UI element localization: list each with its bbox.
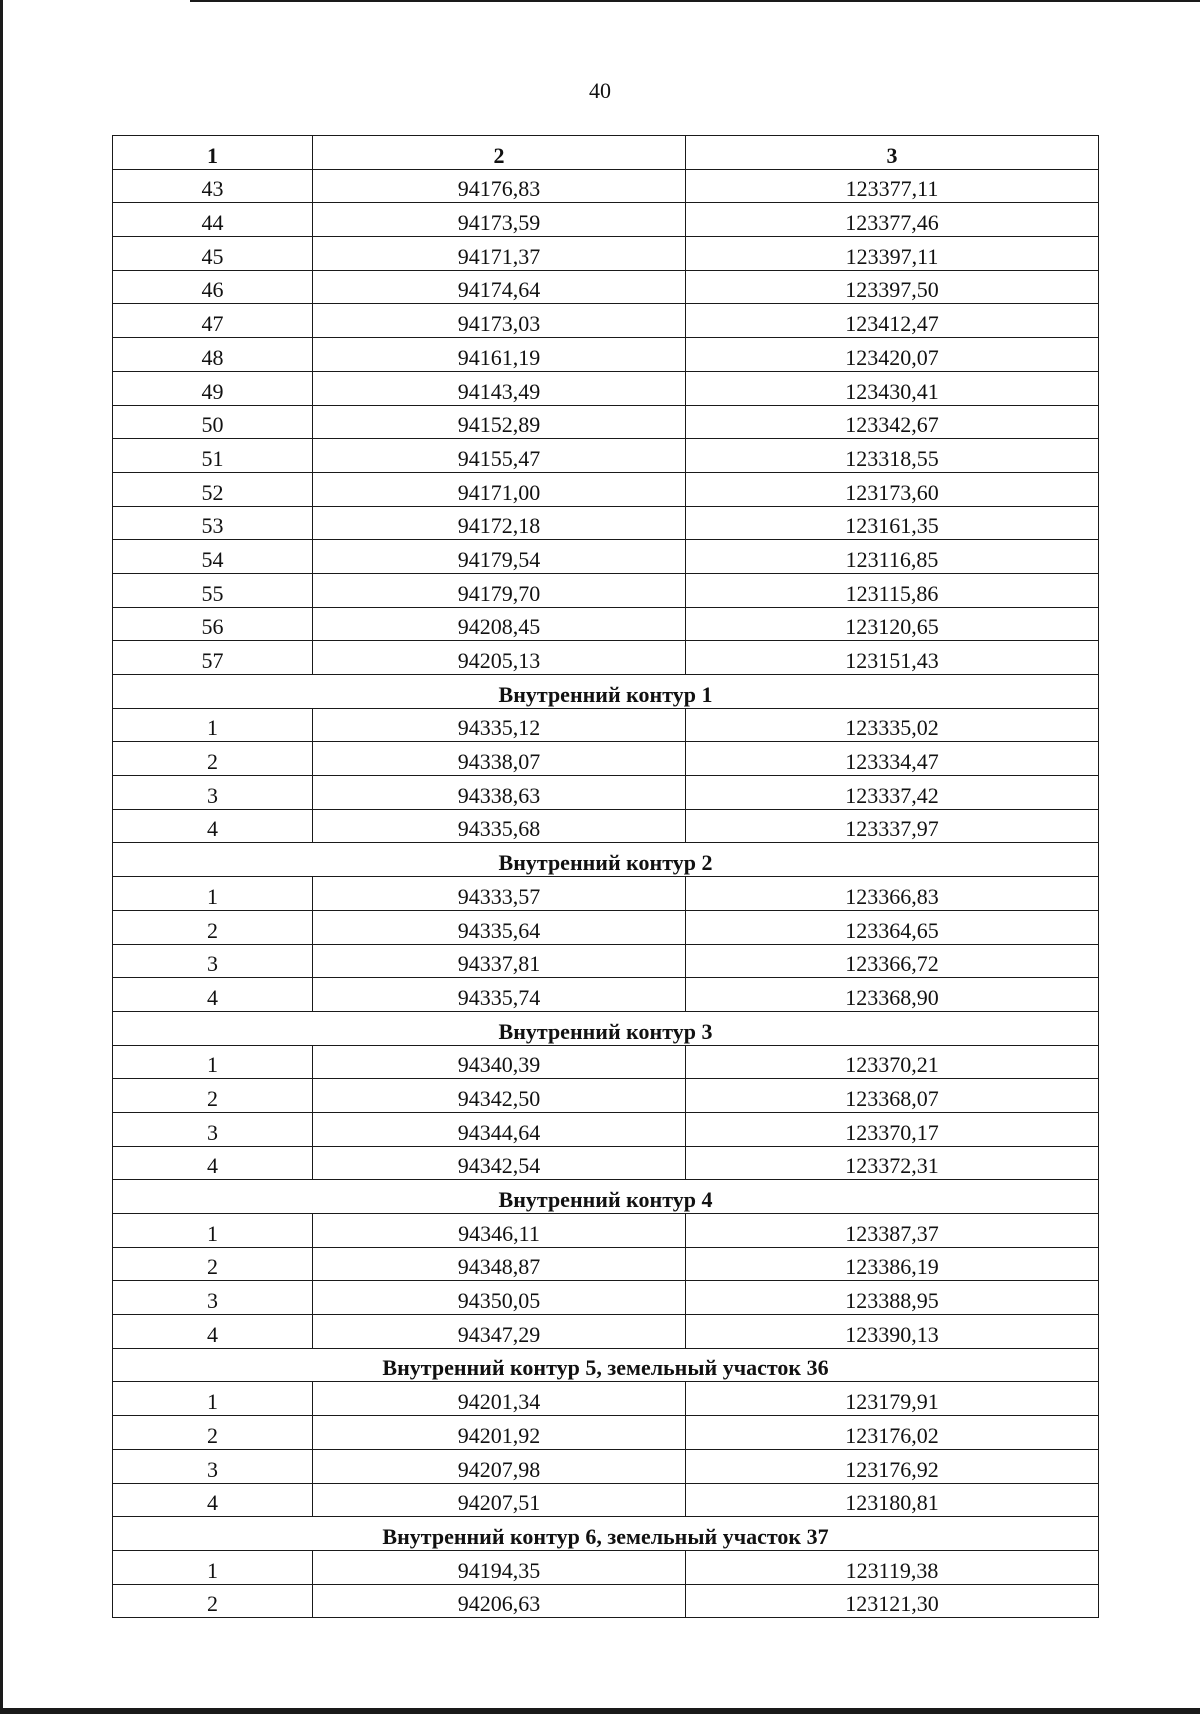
coordinate-y-cell: 123364,65 — [686, 910, 1099, 944]
section-title: Внутренний контур 4 — [113, 1180, 1099, 1214]
coordinate-y-cell: 123368,07 — [686, 1079, 1099, 1113]
point-number-cell: 1 — [113, 1045, 313, 1079]
point-number-cell: 51 — [113, 439, 313, 473]
coordinate-x-cell: 94194,35 — [313, 1550, 686, 1584]
table-header — [113, 136, 1099, 170]
scan-border-left — [0, 0, 3, 1714]
coordinate-x-cell: 94201,92 — [313, 1416, 686, 1450]
coordinate-y-cell: 123121,30 — [686, 1584, 1099, 1618]
point-number-cell: 43 — [113, 169, 313, 203]
coordinate-y-cell: 123370,17 — [686, 1112, 1099, 1146]
section-title: Внутренний контур 1 — [113, 675, 1099, 709]
point-number-cell: 46 — [113, 270, 313, 304]
coordinate-x-cell: 94171,37 — [313, 237, 686, 271]
point-number-cell: 1 — [113, 877, 313, 911]
coordinate-y-cell: 123387,37 — [686, 1214, 1099, 1248]
coordinate-x-cell: 94342,50 — [313, 1079, 686, 1113]
coordinate-y-cell: 123372,31 — [686, 1146, 1099, 1180]
coordinate-x-cell: 94173,59 — [313, 203, 686, 237]
point-number-cell: 45 — [113, 237, 313, 271]
coordinate-x-cell: 94207,98 — [313, 1449, 686, 1483]
table-row — [113, 1449, 1099, 1483]
coordinate-x-cell: 94335,74 — [313, 978, 686, 1012]
coordinate-x-cell: 94172,18 — [313, 506, 686, 540]
coordinate-x-cell: 94174,64 — [313, 270, 686, 304]
table-row — [113, 472, 1099, 506]
table-row — [113, 338, 1099, 372]
coordinate-y-cell: 123335,02 — [686, 708, 1099, 742]
coordinate-y-cell: 123370,21 — [686, 1045, 1099, 1079]
table-row — [113, 742, 1099, 776]
point-number-cell: 1 — [113, 1214, 313, 1248]
table-row — [113, 237, 1099, 271]
header-cell-point: 1 — [113, 136, 313, 170]
coordinate-x-cell: 94201,34 — [313, 1382, 686, 1416]
point-number-cell: 57 — [113, 641, 313, 675]
table-row — [113, 1079, 1099, 1113]
coordinate-y-cell: 123397,11 — [686, 237, 1099, 271]
point-number-cell: 2 — [113, 1584, 313, 1618]
coordinate-y-cell: 123116,85 — [686, 540, 1099, 574]
header-cell-y: 3 — [686, 136, 1099, 170]
point-number-cell: 3 — [113, 1281, 313, 1315]
table-row — [113, 1315, 1099, 1349]
coordinate-y-cell: 123334,47 — [686, 742, 1099, 776]
section-title: Внутренний контур 3 — [113, 1011, 1099, 1045]
point-number-cell: 2 — [113, 1079, 313, 1113]
coordinate-y-cell: 123318,55 — [686, 439, 1099, 473]
table-row — [113, 1045, 1099, 1079]
coordinates-table — [112, 135, 1099, 1618]
coordinate-x-cell: 94207,51 — [313, 1483, 686, 1517]
point-number-cell: 2 — [113, 910, 313, 944]
coordinate-x-cell: 94348,87 — [313, 1247, 686, 1281]
point-number-cell: 53 — [113, 506, 313, 540]
point-number-cell: 56 — [113, 607, 313, 641]
coordinate-x-cell: 94338,63 — [313, 776, 686, 810]
point-number-cell: 47 — [113, 304, 313, 338]
coordinate-y-cell: 123420,07 — [686, 338, 1099, 372]
table-row — [113, 1483, 1099, 1517]
section-title: Внутренний контур 2 — [113, 843, 1099, 877]
point-number-cell: 49 — [113, 371, 313, 405]
point-number-cell: 2 — [113, 1247, 313, 1281]
coordinate-y-cell: 123366,72 — [686, 944, 1099, 978]
coordinate-x-cell: 94179,54 — [313, 540, 686, 574]
coordinate-y-cell: 123337,97 — [686, 809, 1099, 843]
coordinate-y-cell: 123412,47 — [686, 304, 1099, 338]
table-row — [113, 304, 1099, 338]
table-row — [113, 439, 1099, 473]
coordinate-x-cell: 94179,70 — [313, 573, 686, 607]
coordinate-x-cell: 94173,03 — [313, 304, 686, 338]
coordinate-x-cell: 94205,13 — [313, 641, 686, 675]
table-row — [113, 1550, 1099, 1584]
coordinate-x-cell: 94335,64 — [313, 910, 686, 944]
point-number-cell: 2 — [113, 1416, 313, 1450]
coordinate-y-cell: 123386,19 — [686, 1247, 1099, 1281]
point-number-cell: 1 — [113, 1550, 313, 1584]
coordinate-x-cell: 94335,12 — [313, 708, 686, 742]
table-body — [113, 169, 1099, 1618]
coordinate-y-cell: 123377,46 — [686, 203, 1099, 237]
coordinate-x-cell: 94155,47 — [313, 439, 686, 473]
point-number-cell: 44 — [113, 203, 313, 237]
table-row — [113, 203, 1099, 237]
point-number-cell: 3 — [113, 776, 313, 810]
coordinate-x-cell: 94171,00 — [313, 472, 686, 506]
coordinate-y-cell: 123366,83 — [686, 877, 1099, 911]
header-row — [113, 136, 1099, 170]
section-row — [113, 1180, 1099, 1214]
table-row — [113, 708, 1099, 742]
table-row — [113, 1584, 1099, 1618]
table-row — [113, 1416, 1099, 1450]
table-row — [113, 270, 1099, 304]
point-number-cell: 4 — [113, 1315, 313, 1349]
point-number-cell: 48 — [113, 338, 313, 372]
table-row — [113, 910, 1099, 944]
table-row — [113, 169, 1099, 203]
table-row — [113, 607, 1099, 641]
section-row — [113, 675, 1099, 709]
table-row — [113, 1247, 1099, 1281]
coordinate-x-cell: 94335,68 — [313, 809, 686, 843]
coordinate-x-cell: 94333,57 — [313, 877, 686, 911]
table-row — [113, 978, 1099, 1012]
section-row — [113, 1348, 1099, 1382]
point-number-cell: 4 — [113, 809, 313, 843]
point-number-cell: 50 — [113, 405, 313, 439]
table-row — [113, 573, 1099, 607]
coordinate-y-cell: 123119,38 — [686, 1550, 1099, 1584]
point-number-cell: 55 — [113, 573, 313, 607]
point-number-cell: 1 — [113, 1382, 313, 1416]
coordinate-x-cell: 94208,45 — [313, 607, 686, 641]
coordinate-y-cell: 123337,42 — [686, 776, 1099, 810]
coordinate-x-cell: 94206,63 — [313, 1584, 686, 1618]
point-number-cell: 3 — [113, 944, 313, 978]
table-row — [113, 1214, 1099, 1248]
table-row — [113, 776, 1099, 810]
table-row — [113, 641, 1099, 675]
coordinate-y-cell: 123390,13 — [686, 1315, 1099, 1349]
coordinate-x-cell: 94347,29 — [313, 1315, 686, 1349]
section-row — [113, 843, 1099, 877]
coordinate-x-cell: 94152,89 — [313, 405, 686, 439]
table-row — [113, 944, 1099, 978]
table-row — [113, 1281, 1099, 1315]
coordinate-x-cell: 94346,11 — [313, 1214, 686, 1248]
coordinate-y-cell: 123388,95 — [686, 1281, 1099, 1315]
coordinate-y-cell: 123115,86 — [686, 573, 1099, 607]
point-number-cell: 52 — [113, 472, 313, 506]
coordinate-y-cell: 123176,92 — [686, 1449, 1099, 1483]
coordinate-y-cell: 123180,81 — [686, 1483, 1099, 1517]
scan-border-top — [190, 0, 1200, 2]
coordinate-x-cell: 94344,64 — [313, 1112, 686, 1146]
section-row — [113, 1011, 1099, 1045]
coordinate-y-cell: 123397,50 — [686, 270, 1099, 304]
table-row — [113, 1146, 1099, 1180]
coordinate-y-cell: 123173,60 — [686, 472, 1099, 506]
page-number: 40 — [589, 78, 611, 103]
section-row — [113, 1517, 1099, 1551]
table-row — [113, 809, 1099, 843]
coordinate-x-cell: 94176,83 — [313, 169, 686, 203]
coordinate-y-cell: 123179,91 — [686, 1382, 1099, 1416]
table-row — [113, 371, 1099, 405]
point-number-cell: 54 — [113, 540, 313, 574]
table-row — [113, 877, 1099, 911]
coordinate-x-cell: 94342,54 — [313, 1146, 686, 1180]
point-number-cell: 4 — [113, 1146, 313, 1180]
table-row — [113, 1382, 1099, 1416]
coordinate-y-cell: 123430,41 — [686, 371, 1099, 405]
point-number-cell: 3 — [113, 1449, 313, 1483]
point-number-cell: 4 — [113, 1483, 313, 1517]
point-number-cell: 3 — [113, 1112, 313, 1146]
point-number-cell: 4 — [113, 978, 313, 1012]
scan-border-bottom — [0, 1708, 1200, 1714]
table-row — [113, 540, 1099, 574]
section-title: Внутренний контур 6, земельный участок 37 — [113, 1517, 1099, 1551]
section-title: Внутренний контур 5, земельный участок 36 — [113, 1348, 1099, 1382]
coordinate-y-cell: 123176,02 — [686, 1416, 1099, 1450]
table-row — [113, 405, 1099, 439]
coordinate-y-cell: 123377,11 — [686, 169, 1099, 203]
coordinate-y-cell: 123120,65 — [686, 607, 1099, 641]
table-row — [113, 1112, 1099, 1146]
coordinate-x-cell: 94143,49 — [313, 371, 686, 405]
header-cell-x: 2 — [313, 136, 686, 170]
table-row — [113, 506, 1099, 540]
coordinate-x-cell: 94337,81 — [313, 944, 686, 978]
coordinate-x-cell: 94338,07 — [313, 742, 686, 776]
coordinate-x-cell: 94350,05 — [313, 1281, 686, 1315]
coordinate-x-cell: 94340,39 — [313, 1045, 686, 1079]
point-number-cell: 2 — [113, 742, 313, 776]
coordinate-y-cell: 123161,35 — [686, 506, 1099, 540]
point-number-cell: 1 — [113, 708, 313, 742]
coordinate-x-cell: 94161,19 — [313, 338, 686, 372]
coordinate-y-cell: 123342,67 — [686, 405, 1099, 439]
coordinate-y-cell: 123151,43 — [686, 641, 1099, 675]
coordinate-y-cell: 123368,90 — [686, 978, 1099, 1012]
